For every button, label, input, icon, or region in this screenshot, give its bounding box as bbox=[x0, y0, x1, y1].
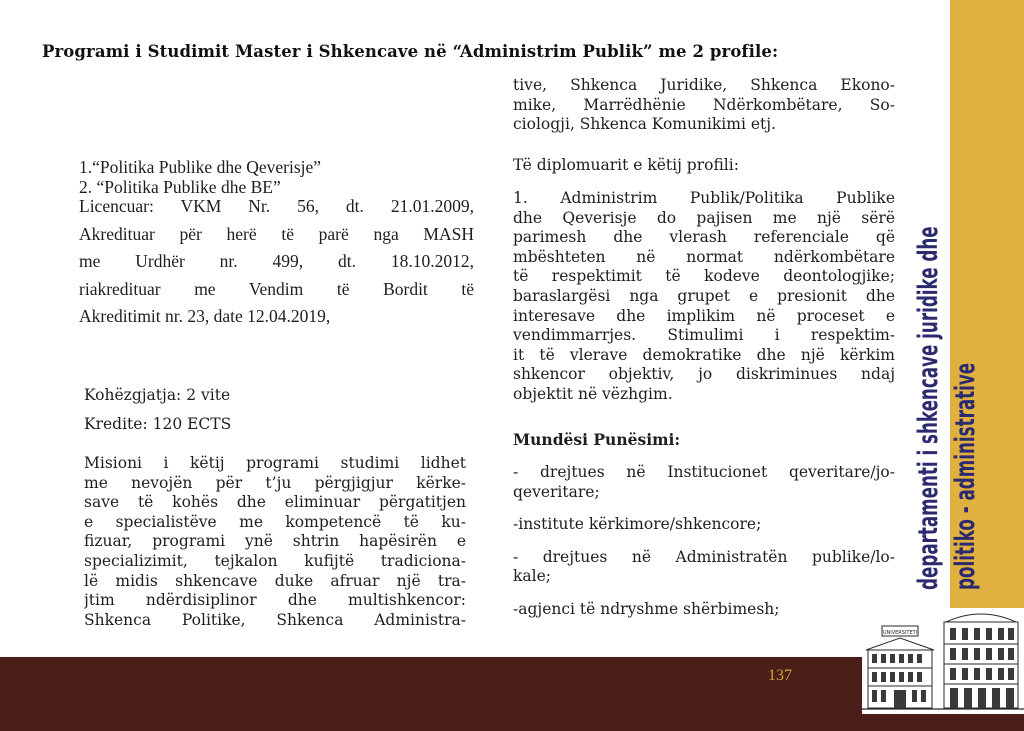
continuation-line: mike, Marrëdhënie Ndërkombëtare, So- bbox=[513, 95, 895, 114]
graduates-intro bbox=[513, 156, 895, 176]
employment-item: - drejtues në Administratën publike/lo- bbox=[513, 547, 895, 566]
mission-line: jtim ndërdisiplinor dhe multishkencor: bbox=[84, 591, 466, 610]
logo-caption: UNIVERSITETI bbox=[882, 630, 918, 636]
licence-line: Akreditimit nr. 23, date 12.04.2019, bbox=[79, 306, 331, 327]
graduates-intro-text: Të diplomuarit e këtij profili: bbox=[513, 156, 739, 174]
duration: Kohëzgjatja: 2 vite bbox=[84, 386, 231, 404]
employment-title bbox=[513, 430, 895, 450]
employment-item: -institute kërkimore/shkencore; bbox=[513, 515, 762, 534]
graduates-line: të respektimit të kodeve deontologjike; bbox=[513, 267, 895, 286]
graduates-paragraph bbox=[513, 189, 895, 405]
employment-item: - drejtues në Institucionet qeveritare/jo- bbox=[513, 463, 895, 481]
mission-line: specializimit, tejkalon kufijtë tradiciona- bbox=[84, 551, 466, 570]
graduates-line: 1. Administrim Publik/Politika Publike bbox=[513, 189, 895, 207]
profile-2: 2. “Politika Publike dhe BE” bbox=[79, 176, 281, 197]
page-heading: Programi i Studimit Master i Shkencave në “Administrim Publik” me 2 profile: bbox=[42, 42, 779, 61]
continuation-line: tive, Shkenca Juridike, Shkenca Ekono- bbox=[513, 76, 895, 94]
mission-line: e specialistëve me kompetencë të ku- bbox=[84, 512, 466, 531]
graduates-line: parimesh dhe vlerash referenciale që bbox=[513, 228, 895, 247]
mission-line: save të kohës dhe eliminuar përgatitjen bbox=[84, 493, 466, 512]
licence-line: riakredituar me Vendim të Bordit të bbox=[79, 278, 474, 299]
mission-line: Shkenca Politike, Shkenca Administra- bbox=[84, 610, 466, 629]
employment-item: -agjenci të ndryshme shërbimesh; bbox=[513, 599, 780, 618]
mission-line: Misioni i këtij programi studimi lidhet bbox=[84, 454, 466, 472]
credits: Kredite: 120 ECTS bbox=[84, 414, 232, 433]
graduates-line: baraslargësi nga grupet e presionit dhe bbox=[513, 286, 895, 305]
graduates-line: vendimmarrjes. Stimulimi i respektim- bbox=[513, 326, 895, 345]
graduates-line: mbështeten në normat ndërkombëtare bbox=[513, 247, 895, 266]
profile-1: 1.“Politika Publike dhe Qeverisje” bbox=[79, 157, 322, 177]
licence-line: Akredituar për herë të parë nga MASH bbox=[79, 223, 474, 244]
licence-block bbox=[79, 154, 474, 327]
licence-line: Licencuar: VKM Nr. 56, dt. 21.01.2009, bbox=[79, 196, 474, 217]
graduates-line: it të vlerave demokratike dhe një kërkim bbox=[513, 345, 895, 364]
mission-line: me nevojën për t’ju përgjigjur kërke- bbox=[84, 473, 466, 492]
mission-line: lë midis shkencave duke afruar një tra- bbox=[84, 571, 466, 590]
employment-title-text: Mundësi Punësimi: bbox=[513, 430, 681, 449]
university-building-logo bbox=[862, 608, 1024, 714]
graduates-line: dhe Qeverisje do pajisen me një sërë bbox=[513, 208, 895, 227]
mission-line: fizuar, programi ynë shtrin hapësirën e bbox=[84, 532, 466, 551]
employment-item-cont: kale; bbox=[513, 567, 551, 586]
mission-paragraph bbox=[84, 454, 466, 630]
sidebar-title-line1: departamenti i shkencave juridike dhe bbox=[913, 226, 944, 590]
continuation-line: ciologji, Shkenca Komunikimi etj. bbox=[513, 115, 776, 134]
employment-list bbox=[513, 463, 895, 620]
continuation-paragraph bbox=[513, 76, 895, 135]
page-number: 137 bbox=[768, 667, 792, 684]
graduates-line: objektit në vëzhgim. bbox=[513, 384, 673, 403]
employment-item-cont: qeveritare; bbox=[513, 482, 600, 501]
graduates-line: shkencor objektiv, jo diskriminues ndaj bbox=[513, 365, 895, 384]
licence-line: me Urdhër nr. 499, dt. 18.10.2012, bbox=[79, 251, 474, 272]
duration-credits bbox=[84, 386, 466, 434]
graduates-line: interesave dhe implikim në proceset e bbox=[513, 306, 895, 325]
sidebar-title-line2: politiko - administrative bbox=[950, 362, 981, 590]
